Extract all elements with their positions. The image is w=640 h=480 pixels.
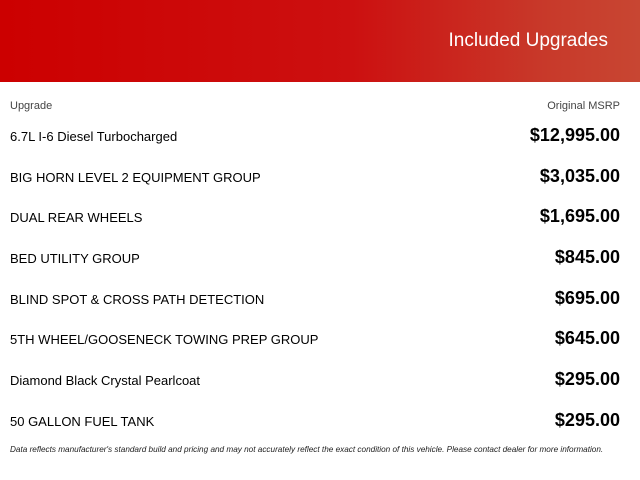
upgrade-name: 5TH WHEEL/GOOSENECK TOWING PREP GROUP [10, 332, 319, 348]
header-banner [0, 0, 640, 82]
upgrade-price: $1,695.00 [539, 206, 620, 227]
upgrade-price: $12,995.00 [529, 125, 620, 145]
list-item [0, 279, 640, 320]
list-item [0, 157, 640, 198]
disclaimer-text: Data reflects manufacturer's standard build and pricing and may not accurately reflect the exact condition of this vehicle. Please contact dealer for more information. [10, 445, 604, 454]
upgrade-name: DUAL REAR WHEELS [10, 210, 143, 226]
upgrade-price: $295.00 [554, 369, 620, 390]
list-item [0, 197, 640, 238]
upgrade-price: $645.00 [554, 328, 620, 349]
upgrade-name: Diamond Black Crystal Pearlcoat [10, 373, 201, 389]
list-item [0, 319, 640, 360]
upgrade-name: BLIND SPOT & CROSS PATH DETECTION [10, 291, 265, 307]
upgrade-price: $845.00 [554, 247, 620, 268]
list-item [0, 238, 640, 279]
list-item [0, 116, 640, 157]
msrp-column-header: Original MSRP [547, 100, 620, 112]
upgrade-name: 50 GALLON FUEL TANK [10, 413, 155, 429]
page-title: Included Upgrades [448, 30, 608, 51]
upgrade-column-header: Upgrade [10, 100, 53, 112]
upgrade-price: $3,035.00 [539, 165, 620, 186]
upgrades-list [0, 116, 640, 442]
list-item [0, 360, 640, 401]
upgrade-price: $695.00 [554, 287, 620, 308]
upgrade-price: $295.00 [554, 409, 620, 430]
upgrade-name: BIG HORN LEVEL 2 EQUIPMENT GROUP [10, 169, 261, 185]
list-item [0, 401, 640, 442]
upgrade-name: BED UTILITY GROUP [10, 251, 140, 267]
upgrade-name: 6.7L I-6 Diesel Turbocharged [10, 129, 178, 144]
